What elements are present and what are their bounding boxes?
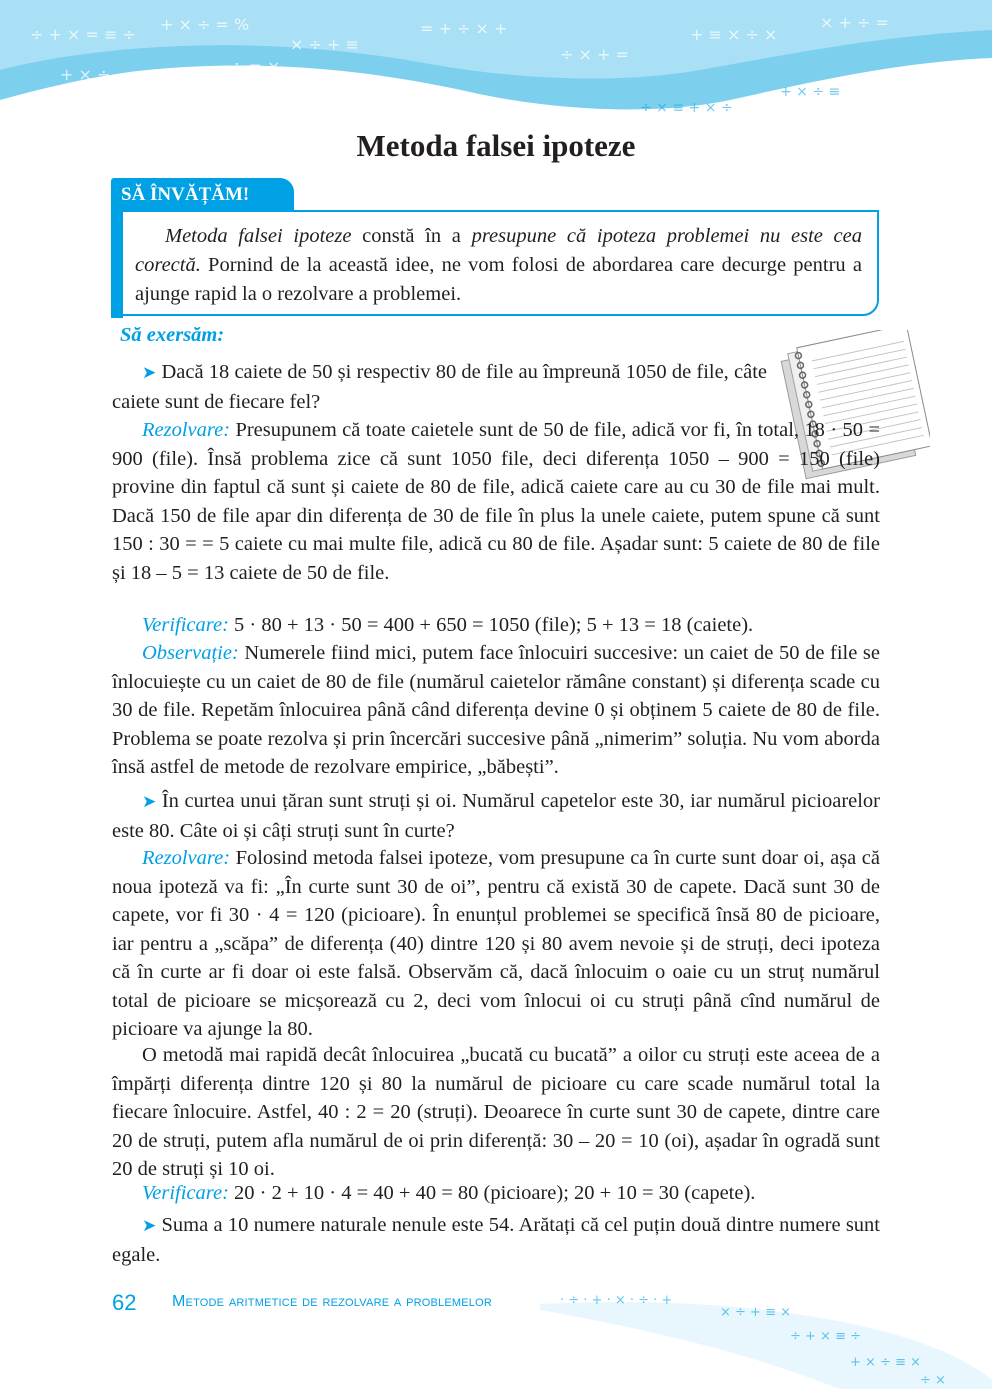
problem2-statement: ➤ În curtea unui țăran sunt struți și oi. Numărul capetelor este 30, iar numărul picioarelor este 80. Câte oi și câți struți sunt în curte?: [112, 790, 881, 842]
header-banner: [0, 0, 992, 130]
svg-text:· ÷ · + · × · ÷ · +: · ÷ · + · × · ÷ · +: [560, 1293, 673, 1308]
svg-text:+ × ÷ ≡: + × ÷ ≡: [780, 84, 841, 100]
problem2-method: O metodă mai rapidă decât înlocuirea „bucată cu bucată” a oilor cu struți este aceea de a împărți diferența dintre 120 și 80 la numărul de picioare cu care scade numărul total la fiecare înlocuire. Astfel, 40 : 2 = 20 (struți). Deoarece în curte sunt 30 de capete, dintre care 20 de struți, putem afla numărul de oi prin diferență: 30 – 20 = 10 (oi), așadar în ogradă sunt 20 de struți și 10 oi.: [112, 1044, 880, 1180]
svg-text:÷ + × ≡ ÷: ÷ + × ≡ ÷: [790, 1329, 861, 1344]
arrow-bullet-icon: ➤: [142, 1216, 157, 1235]
problem2-solution: Rezolvare: Folosind metoda falsei ipoteze, vom presupune ca în curte sunt doar oi, așa că noua ipoteză va fi: „În curte sunt 30 de oi”, pentru că există 30 de capete. Dacă sunt 30 de capete, vor fi 30 · 4 = 120 (picioare). În enunțul problemei se specifică însă 80 de picioare, iar pentru a „scăpa” de diferența (40) dintre 120 și 80 avem nevoie și de struți, deci ipoteza că în curte ar fi doar oi este falsă. Observăm că, dacă înlocuim o oaie cu un struț numărul total de picioare se micșorează cu 2, deci vom înlocui oi cu struți până cînd numărul de picioare va ajunge la 80.: [112, 847, 880, 1040]
svg-text:= + ÷ × +: = + ÷ × +: [420, 19, 508, 38]
problem1-check: Verificare: 5 · 80 + 13 · 50 = 400 + 650 = 1050 (file); 5 + 13 = 18 (caiete).: [142, 614, 754, 636]
svg-text:÷ × ≡ + × ÷: ÷ × ≡ + × ÷: [640, 100, 733, 116]
svg-text:÷ × + =: ÷ × + =: [560, 45, 629, 64]
svg-text:+ × ÷ ≡ ×: + × ÷ ≡ ×: [850, 1355, 921, 1370]
learn-tab: SĂ ÎNVĂȚĂM!: [111, 178, 294, 212]
problem3-statement: ➤ Suma a 10 numere naturale nenule este 54. Arătați că cel puțin două dintre numere sunt egale.: [112, 1214, 880, 1266]
svg-text:+ × ÷: + × ÷: [60, 65, 111, 84]
svg-text:× ÷ + ≡: × ÷ + ≡: [290, 35, 359, 54]
svg-text:÷ + × = ≡ ÷: ÷ + × = ≡ ÷: [30, 25, 136, 44]
problem1-solution: Rezolvare: Presupunem că toate caietele sunt de 50 de file, adică vor fi, în total, 18 · 50 = 900 (file). Însă problema zice că sunt 1050 file, deci diferența 1050 – 900 = 150 (file) provine din faptul că sunt și caiete de 80 de file, adică caiete care au cu 30 de file mai mult. Dacă 150 de file apar din diferența de 30 de file în plus la unele caiete, putem spune că sunt 150 : 30 = = 5 caiete cu mai multe file, adică cu 80 de file. Așadar sunt: 5 caiete de 80 de file și 18 – 5 = 13 caiete de 50 de file.: [112, 419, 880, 584]
exercise-heading: Să exersăm:: [120, 324, 225, 346]
svg-text:× ÷ + ≡ ×: × ÷ + ≡ ×: [720, 1305, 791, 1320]
svg-text:+ ≡ × ÷ ×: + ≡ × ÷ ×: [690, 25, 778, 44]
problem1-statement: ➤ Dacă 18 caiete de 50 și respectiv 80 de file au împreună 1050 de file, câte caiete sunt de fiecare fel?: [112, 361, 767, 413]
page-number: 62: [112, 1290, 137, 1315]
problem1-note: Observație: Numerele fiind mici, putem face înlocuiri succesive: un caiet de 50 de file se înlocuiește cu un caiet de 80 de file (numărul caietelor rămâne constant) și diferența scade cu 30 de file. Repetăm înlocuirea până când diferența devine 0 și obținem 5 caiete de 80 de file. Problema se poate rezolva și prin încercări succesive până „nimerim” soluția. Nu vom aborda însă astfel de metode de rezolvare empirice, „băbești”.: [112, 642, 880, 778]
learn-text: Metoda falsei ipoteze constă în a presupune că ipoteza problemei nu este cea corectă. Pornind de la această idee, ne vom folosi de abordarea care decurge pentru a ajunge rapid la o rezolvare a problemei.: [135, 225, 862, 305]
svg-text:÷ ×: ÷ ×: [920, 1373, 946, 1388]
svg-text:× + ÷ =: × + ÷ =: [820, 13, 889, 32]
arrow-bullet-icon: ➤: [142, 792, 157, 811]
svg-text:+ × ÷ = %: + × ÷ = %: [160, 15, 250, 34]
page-title: Metoda falsei ipoteze: [356, 128, 636, 163]
arrow-bullet-icon: ➤: [142, 363, 157, 382]
svg-text:÷ = ×: ÷ = ×: [230, 57, 281, 76]
footer-decoration: [540, 1270, 992, 1389]
problem2-check: Verificare: 20 · 2 + 10 · 4 = 40 + 40 = 80 (picioare); 20 + 10 = 30 (capete).: [142, 1182, 756, 1204]
chapter-title: Metode aritmetice de rezolvare a problemelor: [172, 1293, 493, 1310]
